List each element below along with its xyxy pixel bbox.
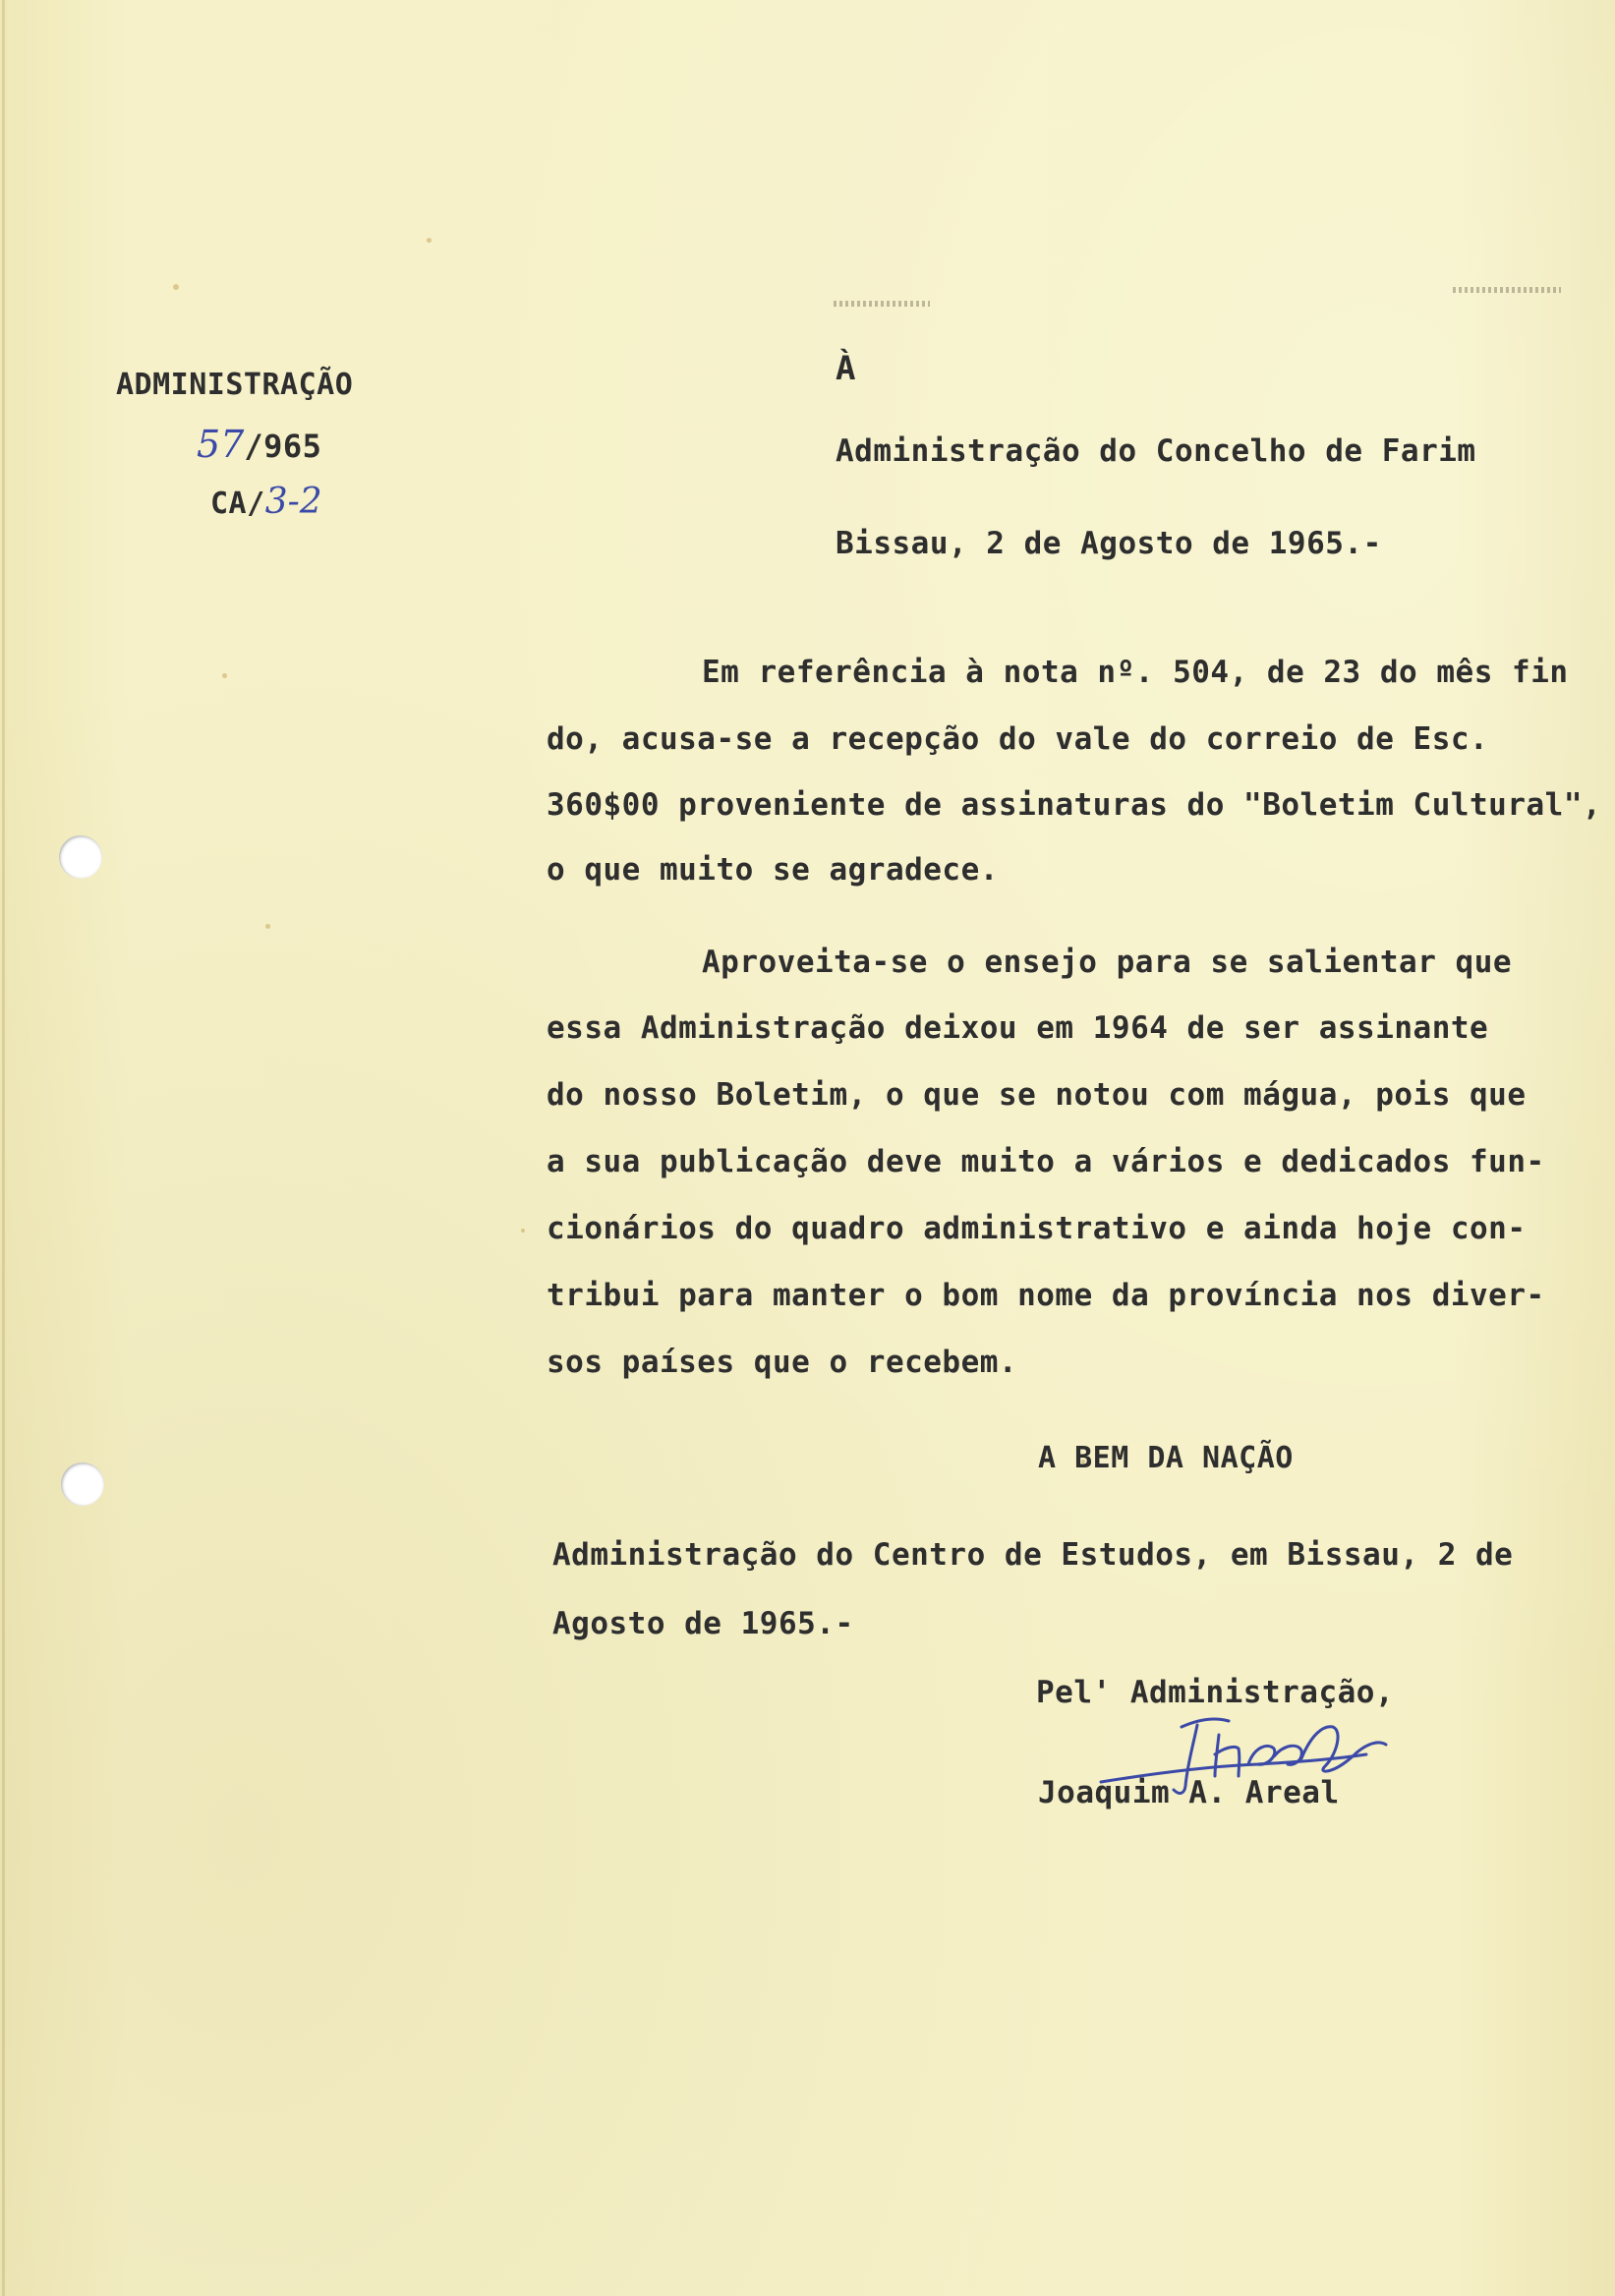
reference-number — [197, 423, 321, 466]
closing-salutation: A BEM DA NAÇÃO — [1038, 1441, 1294, 1475]
admin-header-label: ADMINISTRAÇÃO — [116, 368, 354, 402]
foxing-spot — [521, 1229, 525, 1233]
reference-number-handwritten: 57 — [197, 423, 245, 466]
address-recipient: Administração do Concelho de Farim — [836, 433, 1476, 469]
paragraph-2-line: a sua publicação deve muito a vários e dedicados fun- — [547, 1144, 1545, 1179]
paragraph-2-line: sos países que o recebem. — [547, 1345, 1018, 1380]
reference-code-typed: CA/ — [210, 487, 265, 521]
stamp-mark-right — [1453, 287, 1561, 293]
closing-dateline: Agosto de 1965.- — [552, 1606, 854, 1641]
foxing-spot — [222, 673, 227, 678]
closing-signoff: Pel' Administração, — [1036, 1675, 1395, 1710]
foxing-spot — [265, 924, 270, 929]
paragraph-2-line: tribui para manter o bom nome da província nos diver- — [547, 1278, 1545, 1313]
reference-code — [210, 482, 322, 522]
closing-dateline: Administração do Centro de Estudos, em Bissau, 2 de — [552, 1537, 1514, 1573]
address-to: À — [836, 349, 856, 388]
paragraph-1-line: do, acusa-se a recepção do vale do correio de Esc. — [547, 721, 1489, 757]
signatory-name: Joaquim A. Areal — [1038, 1775, 1340, 1810]
paragraph-1-line: 360$00 proveniente de assinaturas do "Boletim Cultural", — [547, 787, 1602, 823]
punch-hole-top — [59, 835, 102, 879]
paragraph-2-line: cionários do quadro administrativo e ainda hoje con- — [547, 1211, 1527, 1246]
address-place-date: Bissau, 2 de Agosto de 1965.- — [836, 526, 1382, 561]
punch-hole-bottom — [61, 1463, 104, 1506]
reference-number-typed: /965 — [244, 428, 322, 465]
stamp-mark-left — [834, 301, 930, 307]
page-edge-shadow — [2, 0, 5, 2296]
foxing-spot — [173, 284, 179, 290]
paragraph-2-line: Aproveita-se o ensejo para se salientar que — [702, 945, 1513, 980]
paragraph-1-line: o que muito se agradece. — [547, 852, 999, 888]
paragraph-2-line: do nosso Boletim, o que se notou com mágua, pois que — [547, 1077, 1527, 1113]
reference-code-handwritten: 3-2 — [264, 482, 322, 522]
paragraph-1-line: Em referência à nota nº. 504, de 23 do mês fin — [702, 655, 1569, 690]
foxing-spot — [427, 238, 432, 243]
paragraph-2-line: essa Administração deixou em 1964 de ser assinante — [547, 1010, 1489, 1046]
